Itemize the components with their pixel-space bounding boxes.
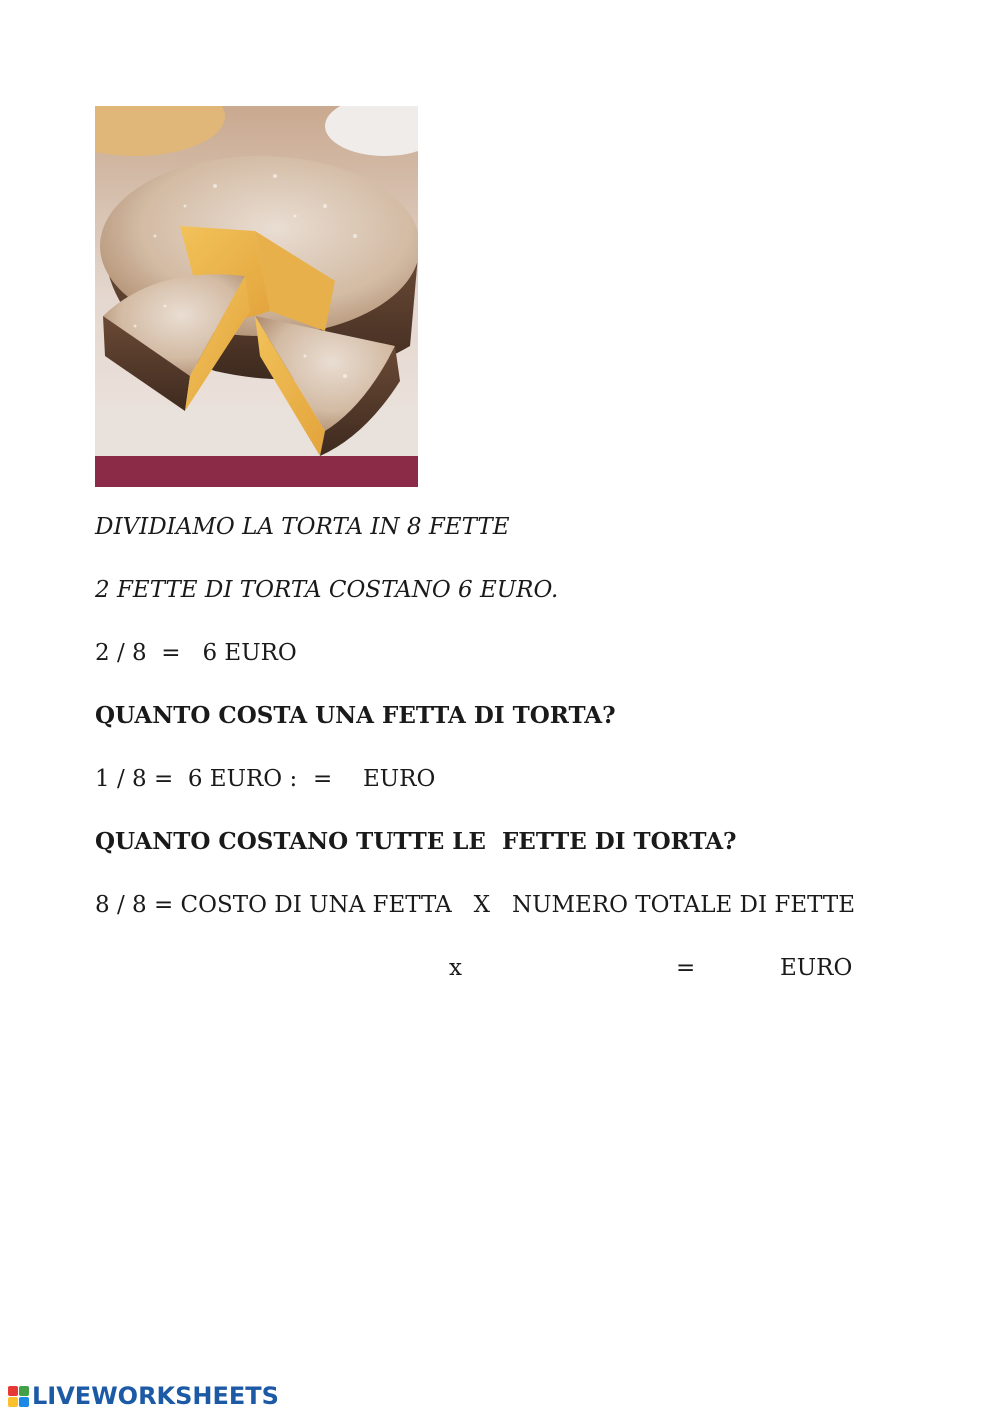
equation-two-unit: EURO [780, 955, 853, 981]
slice-cost-input[interactable] [331, 765, 361, 793]
liveworksheets-logo [8, 1381, 279, 1411]
logo-block [8, 1397, 18, 1407]
logo-block [8, 1386, 18, 1396]
question-all-slices: QUANTO COSTANO TUTTE LE FETTE DI TORTA? [95, 828, 737, 855]
logo-block [19, 1397, 29, 1407]
equation-two-times: x [449, 955, 462, 981]
logo-blocks-icon [8, 1386, 29, 1407]
equation-two-equals: = [676, 955, 696, 981]
equation-one-left: 1 / 8 = 6 EURO : [95, 766, 298, 792]
total-cost-input[interactable] [700, 954, 774, 982]
formula-line: 8 / 8 = COSTO DI UNA FETTA X NUMERO TOTALE DI FETTE [95, 892, 856, 918]
equation-one-unit: EURO [363, 766, 436, 792]
equation-one-equals: = [313, 766, 333, 792]
total-slices-input[interactable] [480, 954, 660, 982]
logo-text: LIVEWORKSHEETS [32, 1382, 279, 1410]
intro-line: DIVIDIAMO LA TORTA IN 8 FETTE [95, 514, 510, 540]
divisor-input[interactable] [275, 765, 311, 793]
cake-photo [95, 106, 418, 487]
question-one-slice: QUANTO COSTA UNA FETTA DI TORTA? [95, 702, 616, 729]
cost-one-slice-input[interactable] [250, 954, 430, 982]
fraction-line: 2 / 8 = 6 EURO [95, 640, 297, 666]
given-line: 2 FETTE DI TORTA COSTANO 6 EURO. [95, 577, 559, 603]
logo-block [19, 1386, 29, 1396]
